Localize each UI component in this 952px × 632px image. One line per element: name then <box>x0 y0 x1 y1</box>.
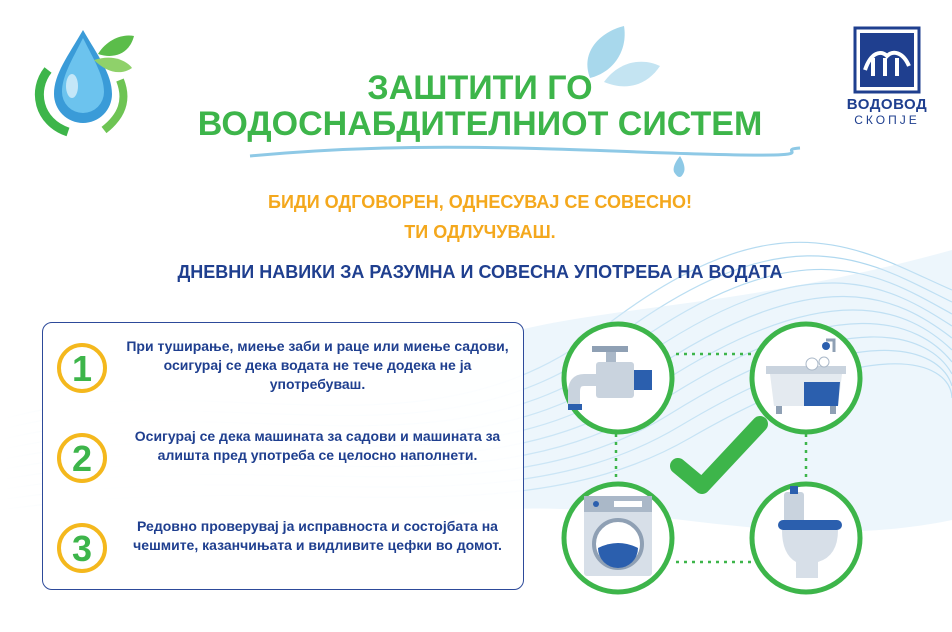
tip-text: При туширање, миење заби и раце или миење садови, осигурај се дека водата не тече додека не ја употребуваш. <box>126 338 509 392</box>
habits-subtitle: ДНЕВНИ НАВИКИ ЗА РАЗУМНА И СОВЕСНА УПОТРЕБА НА ВОДАТА <box>177 262 783 282</box>
tip-item <box>43 509 525 589</box>
slogan-line2: ТИ ОДЛУЧУВАШ. <box>404 222 556 242</box>
vodovod-logo <box>842 26 932 136</box>
washing-machine-icon <box>564 484 672 592</box>
tip-number-badge: 3 <box>57 523 107 573</box>
toilet-icon <box>752 484 860 592</box>
appliance-icons <box>556 316 866 596</box>
vodovod-emblem-icon <box>853 26 921 94</box>
tip-item <box>43 329 525 409</box>
faucet-icon <box>564 324 672 432</box>
water-drop-logo <box>28 20 138 140</box>
slogan-line1: БИДИ ОДГОВОРЕН, ОДНЕСУВАЈ СЕ СОВЕСНО! <box>268 192 692 212</box>
tip-number-badge: 2 <box>57 433 107 483</box>
tip-text: Осигурај се дека машината за садови и машината за алишта пред употреба се целосно наполнети. <box>134 428 501 463</box>
tip-number-badge: 1 <box>57 343 107 393</box>
logo-text-vodovod: ВОДОВОД <box>846 96 928 113</box>
bathtub-icon <box>752 324 860 432</box>
logo-text-skopje: СКОПЈЕ <box>854 113 920 127</box>
tip-text: Редовно проверувај ја исправноста и состојбата на чешмите, казанчињата и видливите цефки во домот. <box>133 518 502 553</box>
page-title-line2: ВОДОСНАБДИТЕЛНИОТ СИСТЕМ <box>197 105 763 143</box>
tips-panel <box>42 322 524 590</box>
page-title-line1: ЗАШТИТИ ГО <box>367 69 593 107</box>
tip-item <box>43 419 525 499</box>
checkmark-icon <box>678 424 760 486</box>
